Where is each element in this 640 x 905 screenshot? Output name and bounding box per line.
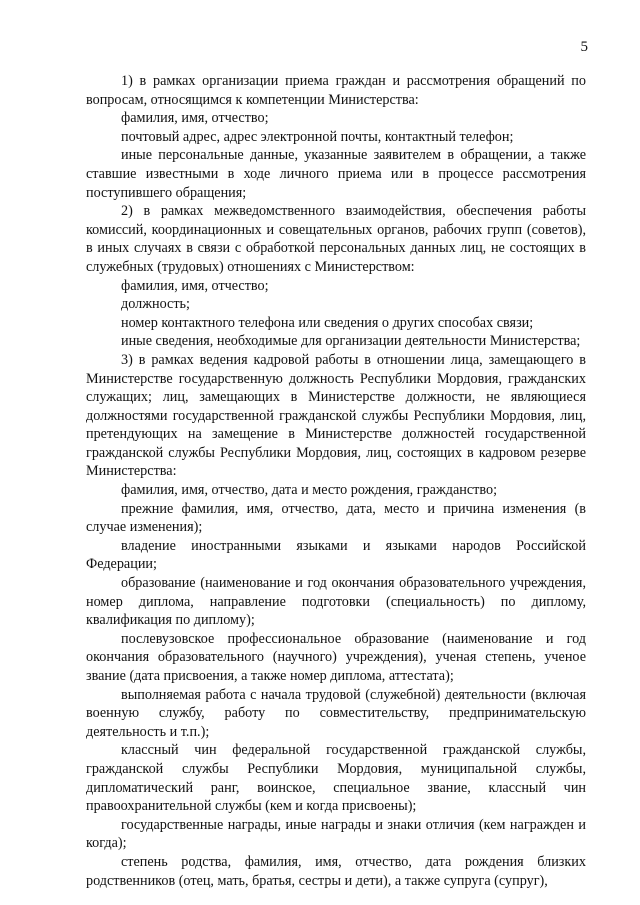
paragraph: иные сведения, необходимые для организации деятельности Министерства; [121,333,581,350]
paragraph: номер контактного телефона или сведения о других способах связи; [121,314,534,331]
paragraph: 1) в рамках организации приема граждан и рассмотрения обращений по вопросам, относящимся к компетенции Министерства: [86,73,586,108]
paragraph: 2) в рамках межведомственного взаимодействия, обеспечения работы комиссий, координационных и совещательных органов, рабочих групп (советов), в иных случаях в связи с обработкой персональных данных лиц, не состоящих в служебных (трудовых) отношениях с Министерством: [86,203,586,275]
paragraph: почтовый адрес, адрес электронной почты, контактный телефон; [121,128,514,145]
paragraph: государственные награды, иные награды и знаки отличия (кем награжден и когда); [86,816,586,852]
paragraph: фамилия, имя, отчество; [121,110,269,127]
paragraph: степень родства, фамилия, имя, отчество, дата рождения близких родственников (отец, мать, братья, сестры и дети), а также супруга (супруг), [86,853,586,889]
paragraph: владение иностранными языками и языками народов Российской Федерации; [86,537,586,573]
paragraph: 3) в рамках ведения кадровой работы в отношении лица, замещающего в Министерстве государственную должность Республики Мордовия, гражданских служащих; лиц, замещающих в Министерстве должности, не являющиеся должностями государственной гражданской службы Республики Мордовия, лиц, претендующих на замещение в Министерстве должностей государственной гражданской службы Республики Мордовия, лиц, состоящих в кадровом резерве Министерства: [86,351,586,480]
paragraph: послевузовское профессиональное образование (наименование и год окончания образовательного (научного) учреждения), ученая степень, ученое звание (дата присвоения, а также номер диплома, аттестата); [86,630,586,684]
paragraph: фамилия, имя, отчество; [121,277,269,294]
paragraph: иные персональные данные, указанные заявителем в обращении, а также ставшие известными в ходе личного приема или в процессе рассмотрения поступившего обращения; [86,147,586,201]
paragraph: прежние фамилия, имя, отчество, дата, место и причина изменения (в случае изменения); [86,500,586,536]
paragraph: должность; [121,296,190,313]
paragraph: образование (наименование и год окончания образовательного учреждения, номер диплома, направление подготовки (специальность) по диплому, квалификация по диплому); [86,575,586,629]
document-body [86,72,586,890]
paragraph: фамилия, имя, отчество, дата и место рождения, гражданство; [121,482,498,499]
page-number: 5 [580,39,588,55]
paragraph: классный чин федеральной государственной гражданской службы, гражданской службы Республики Мордовия, муниципальной службы, дипломатический ранг, воинское, специальное звание, классный чин правоохранительной службы (кем и когда присвоены); [86,742,586,815]
paragraph: выполняемая работа с начала трудовой (служебной) деятельности (включая военную службу, работу по совместительству, предпринимательскую деятельность и т.п.); [86,686,586,740]
